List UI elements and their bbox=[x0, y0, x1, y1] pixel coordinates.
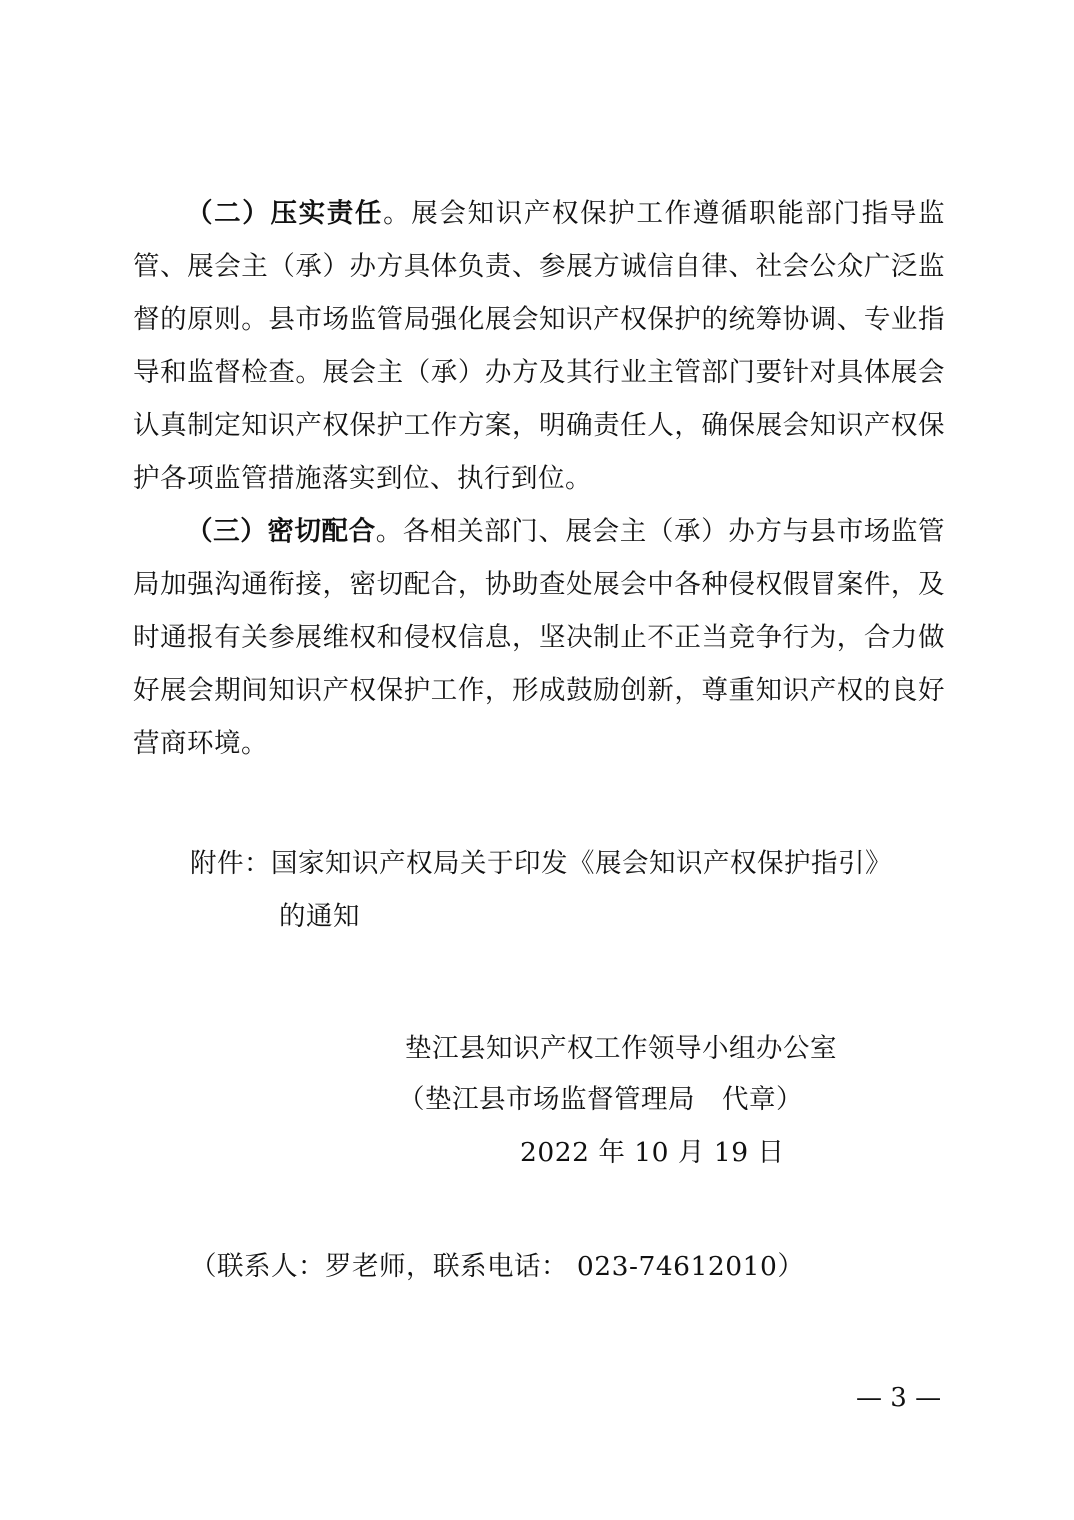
attachment-title-line2: 的通知 bbox=[279, 901, 360, 932]
section-two-body: 。展会知识产权保护工作遵循职能部门指导监管、展会主（承）办方具体负责、参展方诚信自律、社会公众广泛监督的原则。县市场监管局强化展会知识产权保护的统筹协调、专业指导和监督检查。展会主（承）办方及其行业主管部门要针对具体展会认真制定知识产权保护工作方案，明确责任人，确保展会知识产权保护各项监管措施落实到位、执行到位。 bbox=[133, 198, 946, 494]
section-two-heading: （二）压实责任 bbox=[186, 198, 384, 229]
section-two-paragraph bbox=[133, 187, 945, 505]
attachment-title-line1: 国家知识产权局关于印发《展会知识产权保护指引》 bbox=[271, 848, 892, 879]
attachment-note bbox=[190, 837, 950, 943]
contact-info: （联系人：罗老师，联系电话： 023-74612010） bbox=[190, 1251, 805, 1282]
signature-organization: 垫江县知识产权工作领导小组办公室 bbox=[405, 1033, 837, 1064]
section-three-paragraph bbox=[133, 505, 945, 770]
attachment-label: 附件： bbox=[190, 848, 271, 879]
signature-on-behalf: （垫江县市场监督管理局 代章） bbox=[398, 1084, 803, 1115]
signature-date: 2022 年 10 月 19 日 bbox=[520, 1137, 785, 1168]
page-number: — 3 — bbox=[856, 1383, 942, 1413]
section-three-body: 。各相关部门、展会主（承）办方与县市场监管局加强沟通衔接，密切配合，协助查处展会中各种侵权假冒案件，及时通报有关参展维权和侵权信息，坚决制止不正当竞争行为，合力做好展会期间知识产权保护工作，形成鼓励创新，尊重知识产权的良好营商环境。 bbox=[133, 516, 946, 759]
section-three-heading: （三）密切配合 bbox=[186, 516, 376, 547]
